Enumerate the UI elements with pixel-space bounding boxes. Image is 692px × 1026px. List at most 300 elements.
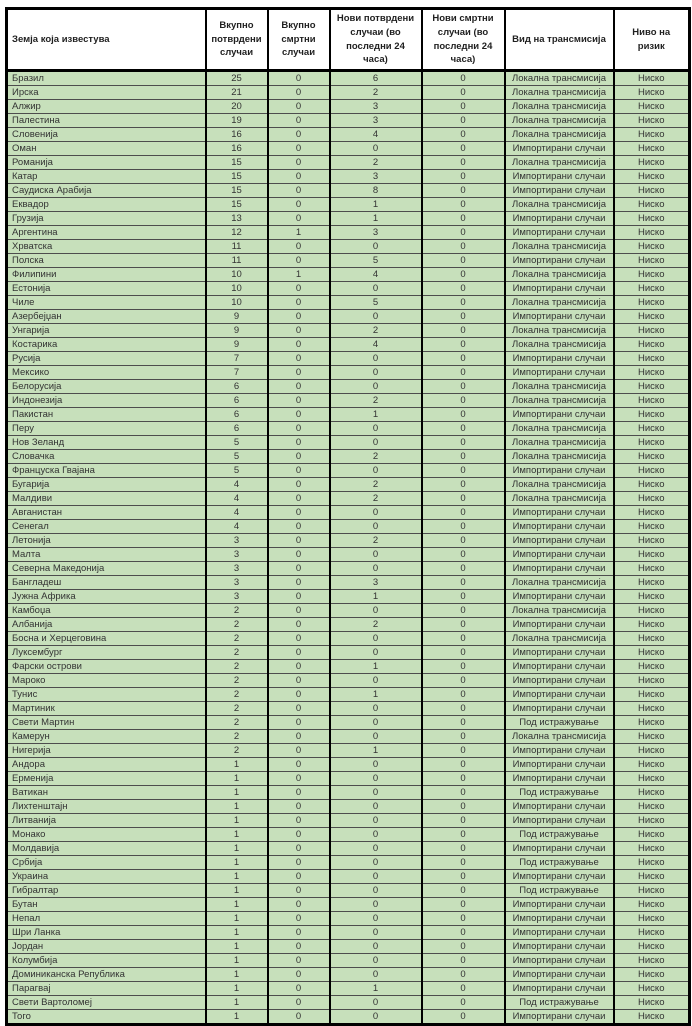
cell-new-confirmed-cases-24h: 0 [330, 282, 422, 296]
cell-new-confirmed-cases-24h: 0 [330, 548, 422, 562]
table-row [7, 352, 690, 366]
cell-risk-level: Ниско [614, 184, 690, 198]
cell-new-deaths-24h: 0 [422, 114, 505, 128]
cell-total-confirmed-cases: 4 [206, 506, 268, 520]
table-row [7, 534, 690, 548]
cell-total-deaths: 0 [268, 394, 330, 408]
cell-transmission-type: Импортирани случаи [505, 814, 614, 828]
cell-transmission-type: Импортирани случаи [505, 408, 614, 422]
table-row [7, 604, 690, 618]
cell-total-deaths: 0 [268, 562, 330, 576]
cell-country: Романија [7, 156, 206, 170]
cell-new-confirmed-cases-24h: 2 [330, 86, 422, 100]
cell-total-deaths: 0 [268, 870, 330, 884]
cell-risk-level: Ниско [614, 674, 690, 688]
cell-transmission-type: Локална трансмисија [505, 100, 614, 114]
cell-country: Украина [7, 870, 206, 884]
cell-risk-level: Ниско [614, 884, 690, 898]
cell-risk-level: Ниско [614, 324, 690, 338]
cell-country: Тунис [7, 688, 206, 702]
cell-new-deaths-24h: 0 [422, 548, 505, 562]
cell-total-deaths: 0 [268, 674, 330, 688]
cell-risk-level: Ниско [614, 576, 690, 590]
cell-country: Непал [7, 912, 206, 926]
cell-new-confirmed-cases-24h: 0 [330, 310, 422, 324]
table-row [7, 856, 690, 870]
cell-new-deaths-24h: 0 [422, 338, 505, 352]
cell-new-confirmed-cases-24h: 6 [330, 71, 422, 86]
cell-transmission-type: Под истражување [505, 996, 614, 1010]
table-row [7, 296, 690, 310]
cell-country: Свети Мартин [7, 716, 206, 730]
cell-transmission-type: Импортирани случаи [505, 590, 614, 604]
cell-transmission-type: Импортирани случаи [505, 744, 614, 758]
cell-total-deaths: 0 [268, 772, 330, 786]
cell-transmission-type: Локална трансмисија [505, 436, 614, 450]
cell-transmission-type: Локална трансмисија [505, 338, 614, 352]
cell-transmission-type: Локална трансмисија [505, 324, 614, 338]
cell-new-confirmed-cases-24h: 0 [330, 352, 422, 366]
cell-total-deaths: 0 [268, 856, 330, 870]
cell-transmission-type: Импортирани случаи [505, 688, 614, 702]
cell-country: Молдавија [7, 842, 206, 856]
cell-new-confirmed-cases-24h: 0 [330, 366, 422, 380]
cell-new-confirmed-cases-24h: 1 [330, 590, 422, 604]
cell-risk-level: Ниско [614, 1010, 690, 1025]
cell-total-confirmed-cases: 1 [206, 940, 268, 954]
cell-total-deaths: 0 [268, 828, 330, 842]
cell-country: Словенија [7, 128, 206, 142]
table-row [7, 730, 690, 744]
header-new-confirmed-cases-24h: Нови потврдени случаи (во последни 24 часа) [330, 9, 422, 71]
table-row [7, 898, 690, 912]
cell-total-confirmed-cases: 15 [206, 170, 268, 184]
cell-total-deaths: 0 [268, 926, 330, 940]
cell-new-deaths-24h: 0 [422, 198, 505, 212]
cell-total-deaths: 0 [268, 128, 330, 142]
cell-transmission-type: Импортирани случаи [505, 1010, 614, 1025]
table-row [7, 198, 690, 212]
table-row [7, 464, 690, 478]
cell-new-deaths-24h: 0 [422, 394, 505, 408]
header-country: Земја која известува [7, 9, 206, 71]
cell-transmission-type: Локална трансмисија [505, 114, 614, 128]
cell-new-deaths-24h: 0 [422, 856, 505, 870]
table-row [7, 212, 690, 226]
cell-new-confirmed-cases-24h: 0 [330, 1010, 422, 1025]
cell-new-deaths-24h: 0 [422, 814, 505, 828]
table-row [7, 310, 690, 324]
cell-country: Костарика [7, 338, 206, 352]
cell-country: Гибралтар [7, 884, 206, 898]
cell-new-confirmed-cases-24h: 0 [330, 800, 422, 814]
cell-total-confirmed-cases: 2 [206, 702, 268, 716]
cell-total-deaths: 0 [268, 730, 330, 744]
cell-risk-level: Ниско [614, 870, 690, 884]
cell-country: Нигерија [7, 744, 206, 758]
cell-total-confirmed-cases: 2 [206, 660, 268, 674]
cell-new-deaths-24h: 0 [422, 828, 505, 842]
table-row [7, 100, 690, 114]
cell-total-deaths: 0 [268, 702, 330, 716]
cell-total-deaths: 0 [268, 380, 330, 394]
cell-country: Србија [7, 856, 206, 870]
cell-risk-level: Ниско [614, 506, 690, 520]
cell-new-confirmed-cases-24h: 1 [330, 688, 422, 702]
cell-new-confirmed-cases-24h: 5 [330, 254, 422, 268]
table-row [7, 114, 690, 128]
cell-risk-level: Ниско [614, 100, 690, 114]
cell-country: Малдиви [7, 492, 206, 506]
table-row [7, 786, 690, 800]
cell-new-confirmed-cases-24h: 0 [330, 632, 422, 646]
cell-risk-level: Ниско [614, 744, 690, 758]
cell-total-confirmed-cases: 6 [206, 380, 268, 394]
cell-transmission-type: Импортирани случаи [505, 226, 614, 240]
cell-new-deaths-24h: 0 [422, 156, 505, 170]
cell-new-deaths-24h: 0 [422, 758, 505, 772]
cell-risk-level: Ниско [614, 492, 690, 506]
cell-transmission-type: Импортирани случаи [505, 464, 614, 478]
cell-transmission-type: Под истражување [505, 828, 614, 842]
cell-risk-level: Ниско [614, 170, 690, 184]
header-risk-level: Ниво на ризик [614, 9, 690, 71]
cell-new-deaths-24h: 0 [422, 618, 505, 632]
cell-risk-level: Ниско [614, 114, 690, 128]
table-row [7, 870, 690, 884]
cell-risk-level: Ниско [614, 366, 690, 380]
cell-risk-level: Ниско [614, 380, 690, 394]
covid-country-report-table [5, 7, 691, 1026]
cell-new-deaths-24h: 0 [422, 786, 505, 800]
cell-risk-level: Ниско [614, 156, 690, 170]
cell-new-confirmed-cases-24h: 4 [330, 128, 422, 142]
cell-transmission-type: Локална трансмисија [505, 380, 614, 394]
cell-new-confirmed-cases-24h: 0 [330, 520, 422, 534]
cell-total-deaths: 0 [268, 548, 330, 562]
cell-risk-level: Ниско [614, 254, 690, 268]
cell-new-confirmed-cases-24h: 0 [330, 912, 422, 926]
cell-new-deaths-24h: 0 [422, 674, 505, 688]
cell-total-confirmed-cases: 1 [206, 786, 268, 800]
cell-country: Катар [7, 170, 206, 184]
table-row [7, 394, 690, 408]
cell-country: Полска [7, 254, 206, 268]
cell-total-deaths: 0 [268, 814, 330, 828]
cell-total-deaths: 0 [268, 940, 330, 954]
cell-transmission-type: Импортирани случаи [505, 702, 614, 716]
cell-total-confirmed-cases: 16 [206, 142, 268, 156]
cell-new-confirmed-cases-24h: 5 [330, 296, 422, 310]
cell-new-deaths-24h: 0 [422, 576, 505, 590]
cell-new-confirmed-cases-24h: 4 [330, 338, 422, 352]
cell-total-confirmed-cases: 1 [206, 884, 268, 898]
cell-total-confirmed-cases: 1 [206, 982, 268, 996]
cell-new-deaths-24h: 0 [422, 352, 505, 366]
cell-new-deaths-24h: 0 [422, 128, 505, 142]
cell-risk-level: Ниско [614, 898, 690, 912]
cell-total-deaths: 0 [268, 338, 330, 352]
cell-country: Азербејџан [7, 310, 206, 324]
cell-transmission-type: Импортирани случаи [505, 758, 614, 772]
cell-new-deaths-24h: 0 [422, 702, 505, 716]
cell-risk-level: Ниско [614, 310, 690, 324]
cell-country: Лихтенштајн [7, 800, 206, 814]
cell-total-confirmed-cases: 2 [206, 730, 268, 744]
cell-risk-level: Ниско [614, 86, 690, 100]
cell-country: Луксембург [7, 646, 206, 660]
cell-country: Фарски острови [7, 660, 206, 674]
cell-new-confirmed-cases-24h: 0 [330, 506, 422, 520]
cell-country: Ватикан [7, 786, 206, 800]
cell-total-deaths: 0 [268, 86, 330, 100]
cell-transmission-type: Импортирани случаи [505, 548, 614, 562]
cell-transmission-type: Локална трансмисија [505, 492, 614, 506]
cell-risk-level: Ниско [614, 71, 690, 86]
cell-risk-level: Ниско [614, 352, 690, 366]
cell-risk-level: Ниско [614, 646, 690, 660]
cell-country: Ирска [7, 86, 206, 100]
cell-new-deaths-24h: 0 [422, 912, 505, 926]
cell-new-confirmed-cases-24h: 0 [330, 898, 422, 912]
cell-country: Летонија [7, 534, 206, 548]
cell-risk-level: Ниско [614, 296, 690, 310]
cell-transmission-type: Локална трансмисија [505, 450, 614, 464]
cell-new-deaths-24h: 0 [422, 296, 505, 310]
cell-new-confirmed-cases-24h: 1 [330, 198, 422, 212]
cell-transmission-type: Импортирани случаи [505, 772, 614, 786]
cell-transmission-type: Импортирани случаи [505, 926, 614, 940]
cell-total-confirmed-cases: 5 [206, 436, 268, 450]
cell-new-deaths-24h: 0 [422, 71, 505, 86]
cell-transmission-type: Импортирани случаи [505, 506, 614, 520]
cell-transmission-type: Импортирани случаи [505, 254, 614, 268]
cell-risk-level: Ниско [614, 702, 690, 716]
cell-total-confirmed-cases: 1 [206, 1010, 268, 1025]
header-row [7, 9, 690, 71]
cell-new-confirmed-cases-24h: 3 [330, 170, 422, 184]
cell-transmission-type: Импортирани случаи [505, 520, 614, 534]
cell-new-deaths-24h: 0 [422, 226, 505, 240]
cell-new-confirmed-cases-24h: 2 [330, 450, 422, 464]
cell-total-deaths: 0 [268, 422, 330, 436]
cell-total-confirmed-cases: 5 [206, 464, 268, 478]
table-row [7, 1010, 690, 1025]
cell-transmission-type: Импортирани случаи [505, 800, 614, 814]
table-body [7, 71, 690, 1025]
cell-new-deaths-24h: 0 [422, 954, 505, 968]
table-row [7, 800, 690, 814]
cell-total-deaths: 0 [268, 254, 330, 268]
cell-transmission-type: Импортирани случаи [505, 912, 614, 926]
cell-transmission-type: Под истражување [505, 884, 614, 898]
cell-total-deaths: 0 [268, 142, 330, 156]
cell-risk-level: Ниско [614, 128, 690, 142]
cell-new-confirmed-cases-24h: 2 [330, 324, 422, 338]
cell-country: Свети Вартоломеј [7, 996, 206, 1010]
cell-country: Доминиканска Република [7, 968, 206, 982]
cell-new-confirmed-cases-24h: 2 [330, 618, 422, 632]
table-row [7, 562, 690, 576]
table-row [7, 184, 690, 198]
cell-new-deaths-24h: 0 [422, 688, 505, 702]
cell-country: Хрватска [7, 240, 206, 254]
cell-country: Бугарија [7, 478, 206, 492]
cell-country: Естонија [7, 282, 206, 296]
cell-country: Камерун [7, 730, 206, 744]
table-row [7, 590, 690, 604]
table-row [7, 702, 690, 716]
table-row [7, 338, 690, 352]
table-row [7, 744, 690, 758]
cell-total-confirmed-cases: 9 [206, 310, 268, 324]
cell-risk-level: Ниско [614, 772, 690, 786]
cell-new-deaths-24h: 0 [422, 170, 505, 184]
cell-country: Мароко [7, 674, 206, 688]
cell-country: Сенегал [7, 520, 206, 534]
cell-total-confirmed-cases: 2 [206, 688, 268, 702]
cell-transmission-type: Импортирани случаи [505, 982, 614, 996]
cell-total-deaths: 0 [268, 310, 330, 324]
cell-country: Андора [7, 758, 206, 772]
cell-new-confirmed-cases-24h: 3 [330, 100, 422, 114]
cell-country: Индонезија [7, 394, 206, 408]
cell-total-deaths: 0 [268, 590, 330, 604]
cell-new-deaths-24h: 0 [422, 1010, 505, 1025]
cell-risk-level: Ниско [614, 996, 690, 1010]
cell-country: Нов Зеланд [7, 436, 206, 450]
cell-total-confirmed-cases: 2 [206, 604, 268, 618]
cell-total-deaths: 0 [268, 408, 330, 422]
table-row [7, 968, 690, 982]
cell-transmission-type: Импортирани случаи [505, 282, 614, 296]
cell-new-deaths-24h: 0 [422, 772, 505, 786]
cell-transmission-type: Под истражување [505, 786, 614, 800]
cell-new-deaths-24h: 0 [422, 478, 505, 492]
cell-total-deaths: 0 [268, 464, 330, 478]
cell-risk-level: Ниско [614, 142, 690, 156]
cell-total-confirmed-cases: 9 [206, 338, 268, 352]
cell-risk-level: Ниско [614, 842, 690, 856]
cell-new-deaths-24h: 0 [422, 534, 505, 548]
cell-total-confirmed-cases: 10 [206, 268, 268, 282]
cell-new-confirmed-cases-24h: 0 [330, 646, 422, 660]
cell-risk-level: Ниско [614, 786, 690, 800]
cell-new-deaths-24h: 0 [422, 604, 505, 618]
cell-risk-level: Ниско [614, 394, 690, 408]
cell-total-confirmed-cases: 1 [206, 800, 268, 814]
cell-country: Оман [7, 142, 206, 156]
cell-new-deaths-24h: 0 [422, 254, 505, 268]
cell-country: Босна и Херцеговина [7, 632, 206, 646]
cell-transmission-type: Локална трансмисија [505, 268, 614, 282]
cell-total-deaths: 0 [268, 982, 330, 996]
cell-country: Русија [7, 352, 206, 366]
cell-transmission-type: Импортирани случаи [505, 954, 614, 968]
cell-new-confirmed-cases-24h: 0 [330, 828, 422, 842]
cell-risk-level: Ниско [614, 968, 690, 982]
cell-risk-level: Ниско [614, 338, 690, 352]
cell-total-deaths: 0 [268, 324, 330, 338]
cell-new-confirmed-cases-24h: 2 [330, 156, 422, 170]
cell-total-deaths: 0 [268, 506, 330, 520]
cell-total-deaths: 0 [268, 184, 330, 198]
cell-risk-level: Ниско [614, 450, 690, 464]
table-row [7, 674, 690, 688]
cell-risk-level: Ниско [614, 268, 690, 282]
cell-new-deaths-24h: 0 [422, 898, 505, 912]
cell-new-deaths-24h: 0 [422, 324, 505, 338]
cell-country: Мартиник [7, 702, 206, 716]
cell-total-confirmed-cases: 2 [206, 618, 268, 632]
header-transmission-type: Вид на трансмисија [505, 9, 614, 71]
cell-transmission-type: Импортирани случаи [505, 562, 614, 576]
cell-total-deaths: 0 [268, 884, 330, 898]
cell-new-deaths-24h: 0 [422, 408, 505, 422]
cell-risk-level: Ниско [614, 408, 690, 422]
cell-new-confirmed-cases-24h: 0 [330, 240, 422, 254]
cell-country: Парагвај [7, 982, 206, 996]
cell-new-confirmed-cases-24h: 1 [330, 982, 422, 996]
cell-total-deaths: 0 [268, 212, 330, 226]
cell-new-deaths-24h: 0 [422, 982, 505, 996]
cell-new-confirmed-cases-24h: 0 [330, 674, 422, 688]
cell-total-confirmed-cases: 7 [206, 352, 268, 366]
cell-new-confirmed-cases-24h: 1 [330, 212, 422, 226]
table-header [7, 9, 690, 71]
cell-total-confirmed-cases: 10 [206, 296, 268, 310]
cell-total-confirmed-cases: 4 [206, 520, 268, 534]
cell-risk-level: Ниско [614, 590, 690, 604]
cell-total-deaths: 0 [268, 240, 330, 254]
cell-transmission-type: Импортирани случаи [505, 534, 614, 548]
cell-country: Камбоџа [7, 604, 206, 618]
table-row [7, 758, 690, 772]
table-row [7, 940, 690, 954]
cell-total-deaths: 0 [268, 198, 330, 212]
cell-total-confirmed-cases: 15 [206, 184, 268, 198]
cell-risk-level: Ниско [614, 548, 690, 562]
cell-country: Палестина [7, 114, 206, 128]
cell-country: Албанија [7, 618, 206, 632]
cell-total-confirmed-cases: 2 [206, 716, 268, 730]
cell-risk-level: Ниско [614, 688, 690, 702]
cell-total-confirmed-cases: 6 [206, 422, 268, 436]
cell-risk-level: Ниско [614, 716, 690, 730]
cell-new-deaths-24h: 0 [422, 436, 505, 450]
cell-transmission-type: Импортирани случаи [505, 352, 614, 366]
cell-country: Перу [7, 422, 206, 436]
cell-risk-level: Ниско [614, 562, 690, 576]
cell-new-deaths-24h: 0 [422, 212, 505, 226]
cell-total-confirmed-cases: 13 [206, 212, 268, 226]
cell-total-deaths: 0 [268, 156, 330, 170]
table-row [7, 478, 690, 492]
cell-total-deaths: 0 [268, 576, 330, 590]
cell-total-confirmed-cases: 25 [206, 71, 268, 86]
cell-transmission-type: Импортирани случаи [505, 870, 614, 884]
cell-new-confirmed-cases-24h: 0 [330, 856, 422, 870]
cell-risk-level: Ниско [614, 618, 690, 632]
cell-risk-level: Ниско [614, 240, 690, 254]
table-row [7, 282, 690, 296]
cell-new-confirmed-cases-24h: 0 [330, 604, 422, 618]
cell-new-confirmed-cases-24h: 0 [330, 842, 422, 856]
cell-total-confirmed-cases: 1 [206, 856, 268, 870]
cell-total-confirmed-cases: 5 [206, 450, 268, 464]
cell-total-confirmed-cases: 1 [206, 898, 268, 912]
cell-new-deaths-24h: 0 [422, 282, 505, 296]
